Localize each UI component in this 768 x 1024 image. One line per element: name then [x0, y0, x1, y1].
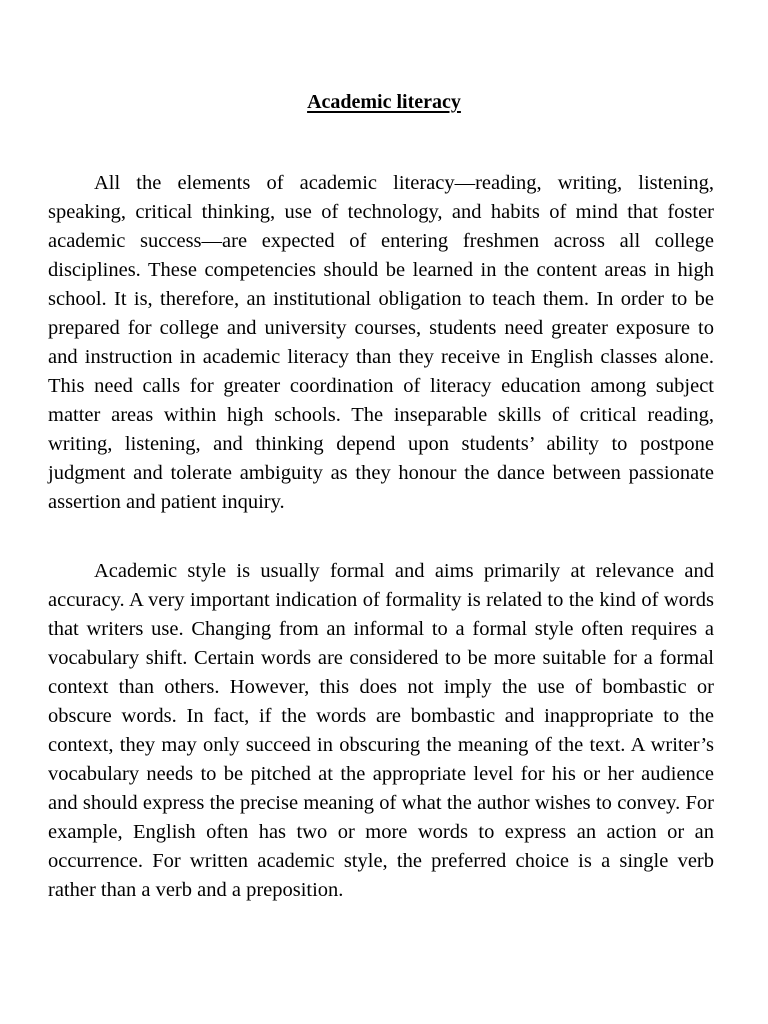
document-title: Academic literacy	[307, 91, 461, 113]
paragraph-academic-literacy-elements: All the elements of academic literacy—reading, writing, listening, speaking, critical thinking, use of technology, and habits of mind that foster academic success—are expected of entering freshmen across all college disciplines. These competencies should be learned in the content areas in high school. It is, therefore, an institutional obligation to teach them. In order to be prepared for college and university courses, students need greater exposure to and instruction in academic literacy than they receive in English classes alone. This need calls for greater coordination of literacy education among subject matter areas within high schools. The inseparable skills of critical reading, writing, listening, and thinking depend upon students’ ability to postpone judgment and tolerate ambiguity as they honour the dance between passionate assertion and patient inquiry.	[48, 172, 714, 513]
paragraph-academic-style: Academic style is usually formal and aims primarily at relevance and accuracy. A very important indication of formality is related to the kind of words that writers use. Changing from an informal to a formal style often requires a vocabulary shift. Certain words are considered to be more suitable for a formal context than others. However, this does not imply the use of bombastic or obscure words. In fact, if the words are bombastic and inappropriate to the context, they may only succeed in obscuring the meaning of the text. A writer’s vocabulary needs to be pitched at the appropriate level for his or her audience and should express the precise meaning of what the author wishes to convey. For example, English often has two or more words to express an action or an occurrence. For written academic style, the preferred choice is a single verb rather than a verb and a preposition.	[48, 560, 714, 901]
